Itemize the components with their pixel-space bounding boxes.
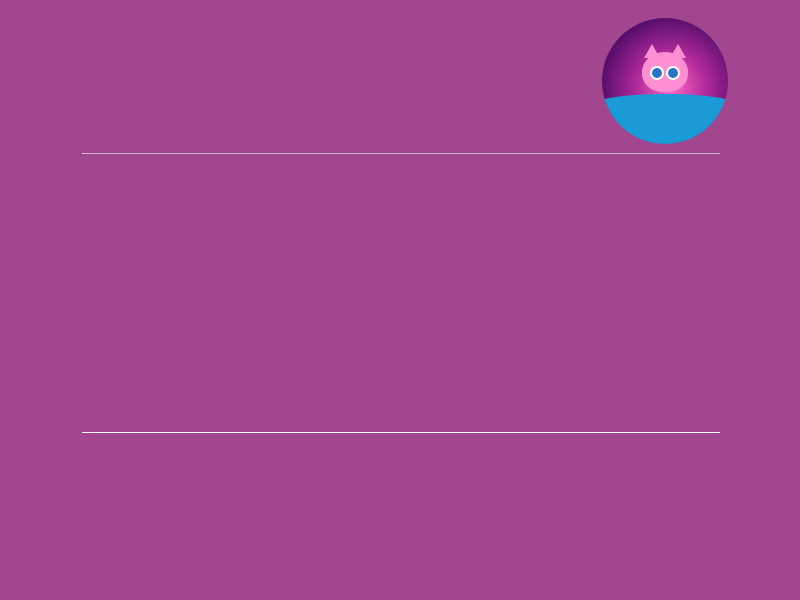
farma-iluzji-badge[interactable] bbox=[602, 18, 728, 144]
recurring-table bbox=[82, 432, 720, 433]
cat-mascot-icon bbox=[642, 52, 688, 92]
badge-band bbox=[602, 94, 728, 144]
events-table bbox=[82, 153, 720, 154]
